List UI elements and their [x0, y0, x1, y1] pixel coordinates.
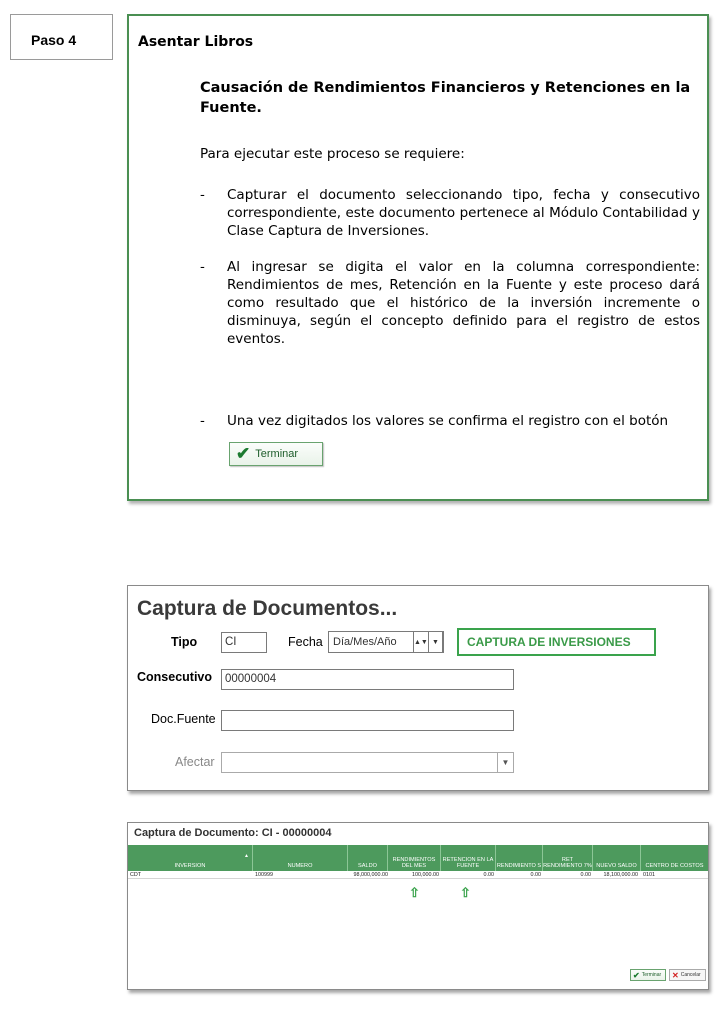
- sort-icon[interactable]: ▲: [244, 853, 249, 859]
- cell-nuevo-saldo: 18,100,000.00: [603, 872, 638, 878]
- step-label: Paso 4: [10, 14, 113, 60]
- afectar-select[interactable]: [221, 752, 514, 773]
- column-header[interactable]: SALDO: [348, 845, 388, 871]
- cell-retencion-fuente[interactable]: 0.00: [483, 872, 494, 878]
- doc-fuente-label: Doc.Fuente: [151, 712, 216, 726]
- bullet-item: [200, 258, 700, 348]
- step-title: Asentar Libros: [138, 34, 254, 50]
- bullet-dash: -: [200, 259, 205, 275]
- bullet-item: [200, 412, 700, 430]
- cell-centro-costos: 0101: [643, 872, 655, 878]
- panel-title: Captura de Documentos...: [137, 597, 398, 620]
- grid-header: [128, 845, 708, 871]
- column-header[interactable]: NUEVO SALDO: [593, 845, 641, 871]
- consecutivo-label: Consecutivo: [137, 670, 213, 684]
- fecha-label: Fecha: [288, 635, 323, 649]
- captura-documentos-panel: [127, 585, 709, 791]
- grid-terminar-button[interactable]: [630, 969, 666, 981]
- column-header[interactable]: RENDIMIENTO S: [496, 845, 543, 871]
- check-icon: ✔: [633, 970, 640, 980]
- cell-rendimientos: 0.00: [530, 872, 541, 878]
- cell-numero: 100999: [255, 872, 273, 878]
- terminar-label: Terminar: [641, 972, 662, 978]
- bullet-item: [200, 186, 700, 240]
- consecutivo-input[interactable]: 00000004: [221, 669, 514, 690]
- cell-saldo: 98,000,000.00: [353, 872, 388, 878]
- bullet-text: Capturar el documento seleccionando tipo, fecha y consecutivo correspondiente, este documento pertenece al Módulo Contabilidad y Clase Captura de Inversiones.: [227, 187, 700, 239]
- bullet-text: Al ingresar se digita el valor en la columna correspondiente: Rendimientos de mes, Retención en la Fuente y este proceso dará como resultado que el histórico de la inversión incremente o disminuya, según el concepto definido para el registro de estos eventos.: [227, 259, 700, 347]
- document-class-label: CAPTURA DE INVERSIONES: [457, 628, 656, 656]
- fecha-controls: [413, 632, 443, 652]
- tipo-input[interactable]: CI: [221, 632, 267, 653]
- step-intro: Para ejecutar este proceso se requiere:: [200, 146, 465, 162]
- cancelar-label: Cancelar: [680, 972, 701, 978]
- bullet-text: Una vez digitados los valores se confirma el registro con el botón: [227, 413, 669, 429]
- arrow-up-icon: ⇧: [460, 885, 471, 900]
- column-header[interactable]: INVERSION ▲: [128, 845, 253, 871]
- step-box: [127, 14, 709, 501]
- grid-title: Captura de Documento: CI - 00000004: [134, 827, 332, 839]
- check-icon: ✔: [236, 444, 251, 463]
- cell-ret-rendimiento: 0.00: [580, 872, 591, 878]
- column-header[interactable]: RENDIMIENTOS DEL MES: [388, 845, 441, 871]
- grid-cancelar-button[interactable]: [669, 969, 706, 981]
- column-header[interactable]: RET RENDIMIENTO 7%: [543, 845, 593, 871]
- afectar-label: Afectar: [175, 755, 215, 769]
- column-header[interactable]: NUMERO: [253, 845, 348, 871]
- bullet-dash: -: [200, 187, 205, 203]
- terminar-button[interactable]: [229, 442, 323, 466]
- bullet-dash: -: [200, 413, 205, 429]
- captura-documento-grid-panel: [127, 822, 709, 990]
- spin-updown-icon[interactable]: ▲▼: [414, 632, 429, 652]
- doc-fuente-input[interactable]: [221, 710, 514, 731]
- cell-inversion: CDT: [130, 872, 142, 878]
- table-row[interactable]: [128, 871, 708, 879]
- step-heading: Causación de Rendimientos Financieros y Retenciones en la Fuente.: [200, 80, 691, 116]
- arrow-up-icon: ⇧: [409, 885, 420, 900]
- close-icon: ✕: [672, 970, 679, 980]
- terminar-label: Terminar: [255, 448, 299, 460]
- tipo-label: Tipo: [171, 635, 198, 649]
- fecha-value: Día/Mes/Año: [333, 636, 397, 648]
- dropdown-arrow-icon[interactable]: ▼: [429, 632, 443, 652]
- column-header[interactable]: CENTRO DE COSTOS: [645, 863, 704, 869]
- cell-rendimientos-mes[interactable]: 100,000.00: [412, 872, 439, 878]
- column-header[interactable]: RETENCION EN LA FUENTE: [441, 845, 496, 871]
- fecha-input[interactable]: [328, 631, 444, 653]
- chevron-down-icon[interactable]: ▼: [497, 753, 513, 772]
